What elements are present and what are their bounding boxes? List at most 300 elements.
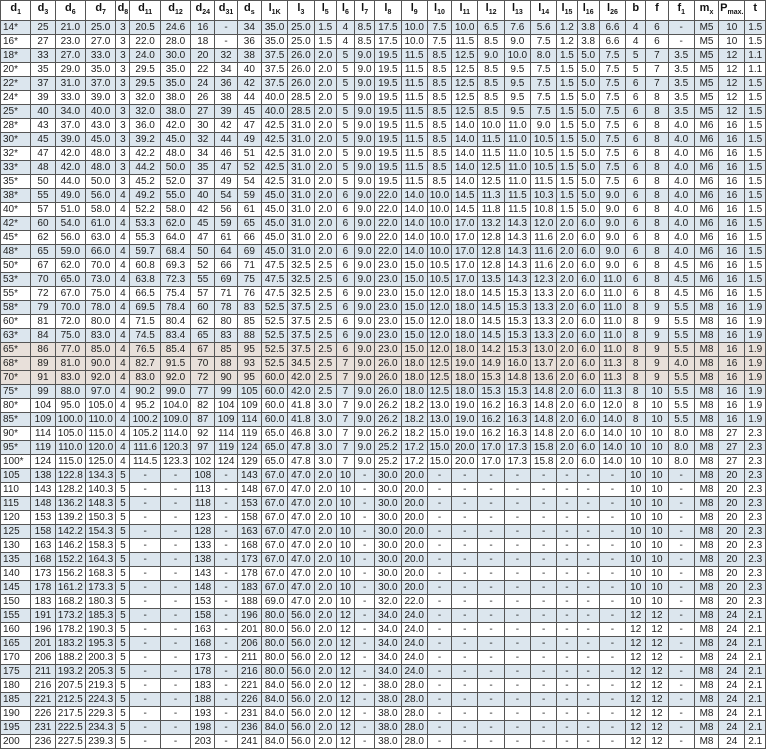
table-cell: 9.0 bbox=[504, 35, 530, 49]
table-cell: 65 bbox=[237, 217, 261, 231]
table-cell: - bbox=[452, 651, 478, 665]
table-cell: 4 bbox=[116, 399, 130, 413]
table-cell: 10 bbox=[646, 595, 668, 609]
column-header bbox=[531, 1, 557, 21]
table-cell: 48.0 bbox=[85, 161, 115, 175]
table-cell: 2.0 bbox=[314, 651, 336, 665]
table-cell: 12.5 bbox=[452, 49, 478, 63]
table-cell: 71.5 bbox=[130, 315, 160, 329]
table-cell: 5 bbox=[116, 707, 130, 721]
table-cell: - bbox=[531, 623, 557, 637]
table-cell: 65.0 bbox=[261, 455, 287, 469]
table-cell: 20 bbox=[719, 595, 745, 609]
table-cell: 2.3 bbox=[745, 455, 766, 469]
table-cell: 2.0 bbox=[314, 161, 336, 175]
table-cell: 30.0 bbox=[375, 539, 401, 553]
table-cell: 11.0 bbox=[504, 175, 530, 189]
table-cell: 75 bbox=[237, 273, 261, 287]
table-cell: 83.0 bbox=[55, 371, 85, 385]
table-cell: 3 bbox=[116, 147, 130, 161]
table-cell: 15.0 bbox=[401, 329, 427, 343]
table-cell: 29.5 bbox=[130, 77, 160, 91]
table-cell: 56.0 bbox=[288, 693, 314, 707]
table-cell: 65.0 bbox=[261, 427, 287, 441]
table-cell: 2.5 bbox=[314, 343, 336, 357]
table-cell: 4 bbox=[116, 343, 130, 357]
table-cell: M8 bbox=[694, 315, 718, 329]
table-cell: 67 bbox=[191, 343, 215, 357]
table-cell: 12 bbox=[646, 623, 668, 637]
row-size-cell: 135 bbox=[1, 553, 31, 567]
table-cell: 17.0 bbox=[452, 231, 478, 245]
table-cell: 10 bbox=[646, 441, 668, 455]
table-cell: 6.0 bbox=[577, 427, 599, 441]
table-cell: 23.0 bbox=[375, 301, 401, 315]
table-cell: 12.5 bbox=[452, 77, 478, 91]
table-cell: 9.0 bbox=[355, 203, 375, 217]
table-cell: - bbox=[160, 469, 190, 483]
table-cell: 22.0 bbox=[375, 245, 401, 259]
table-cell: 34.0 bbox=[375, 609, 401, 623]
header-row bbox=[1, 1, 766, 21]
table-cell: 158.3 bbox=[85, 539, 115, 553]
table-cell: 14.0 bbox=[401, 189, 427, 203]
table-cell: 12 bbox=[336, 707, 354, 721]
table-cell: 9.0 bbox=[355, 49, 375, 63]
table-cell: 2.0 bbox=[314, 147, 336, 161]
table-cell: M6 bbox=[694, 161, 718, 175]
table-cell: 114.5 bbox=[130, 455, 160, 469]
table-cell: 12.8 bbox=[478, 259, 504, 273]
table-cell: 7.5 bbox=[599, 91, 625, 105]
table-row bbox=[1, 385, 766, 399]
column-header-subscript: 8 bbox=[124, 9, 129, 17]
table-cell: - bbox=[531, 609, 557, 623]
table-cell: 16 bbox=[719, 385, 745, 399]
table-cell: 24 bbox=[719, 665, 745, 679]
table-cell: 207.5 bbox=[55, 679, 85, 693]
table-cell: 52.5 bbox=[261, 301, 287, 315]
table-cell: 1.9 bbox=[745, 385, 766, 399]
table-cell: 222.5 bbox=[55, 721, 85, 735]
table-cell: 5 bbox=[336, 175, 354, 189]
table-cell: 25 bbox=[31, 21, 55, 35]
table-row bbox=[1, 329, 766, 343]
table-cell: 16 bbox=[719, 161, 745, 175]
column-header-symbol: l bbox=[321, 2, 325, 14]
table-cell: 1.1 bbox=[745, 49, 766, 63]
table-cell: 15.0 bbox=[401, 287, 427, 301]
table-cell: M8 bbox=[694, 399, 718, 413]
table-cell: 10 bbox=[719, 21, 745, 35]
table-cell: 75.4 bbox=[160, 287, 190, 301]
table-cell: 58.0 bbox=[85, 203, 115, 217]
table-cell: - bbox=[577, 581, 599, 595]
table-cell: 38.0 bbox=[160, 91, 190, 105]
table-cell: 6 bbox=[626, 161, 646, 175]
table-cell: 2.5 bbox=[314, 287, 336, 301]
table-cell: 13.3 bbox=[531, 301, 557, 315]
table-cell: 19.5 bbox=[375, 91, 401, 105]
table-cell: 45 bbox=[191, 217, 215, 231]
table-cell: 11.5 bbox=[504, 189, 530, 203]
table-cell: 18.0 bbox=[452, 287, 478, 301]
table-cell: 1.5 bbox=[557, 189, 577, 203]
table-cell: 2.0 bbox=[314, 665, 336, 679]
table-cell: - bbox=[531, 469, 557, 483]
table-cell: 3 bbox=[116, 161, 130, 175]
table-cell: 148 bbox=[191, 581, 215, 595]
table-cell: 56.0 bbox=[288, 707, 314, 721]
table-cell: 38.0 bbox=[375, 707, 401, 721]
table-cell: - bbox=[160, 581, 190, 595]
table-cell: 4.5 bbox=[668, 287, 694, 301]
table-cell: 52.5 bbox=[261, 357, 287, 371]
table-cell: - bbox=[668, 497, 694, 511]
table-cell: 30.0 bbox=[375, 497, 401, 511]
table-cell: 229.3 bbox=[85, 707, 115, 721]
table-cell: 9.0 bbox=[355, 119, 375, 133]
table-cell: - bbox=[504, 665, 530, 679]
table-cell: 39.0 bbox=[85, 91, 115, 105]
table-cell: - bbox=[504, 721, 530, 735]
table-cell: 1.5 bbox=[745, 259, 766, 273]
table-cell: - bbox=[668, 651, 694, 665]
column-header-symbol: d bbox=[218, 2, 226, 14]
table-cell: 2.1 bbox=[745, 721, 766, 735]
table-cell: - bbox=[427, 483, 451, 497]
table-cell: 1.5 bbox=[557, 105, 577, 119]
table-cell: 5 bbox=[116, 469, 130, 483]
column-header-subscript: 15 bbox=[564, 9, 573, 17]
table-cell: 4.0 bbox=[668, 133, 694, 147]
table-cell: 14.5 bbox=[478, 301, 504, 315]
table-cell: 134.3 bbox=[85, 469, 115, 483]
table-cell: 18.2 bbox=[401, 427, 427, 441]
table-cell: 6 bbox=[626, 287, 646, 301]
row-size-cell: 22* bbox=[1, 77, 31, 91]
table-cell: 9.0 bbox=[599, 245, 625, 259]
table-cell: 8.5 bbox=[427, 175, 451, 189]
table-cell: 7.6 bbox=[504, 21, 530, 35]
table-cell: 70.0 bbox=[85, 259, 115, 273]
table-cell: - bbox=[557, 651, 577, 665]
table-cell: 1.5 bbox=[745, 245, 766, 259]
table-cell: 3 bbox=[116, 175, 130, 189]
table-cell: 25.2 bbox=[375, 441, 401, 455]
row-size-cell: 58* bbox=[1, 301, 31, 315]
table-cell: 2.1 bbox=[745, 735, 766, 749]
table-cell: 5 bbox=[336, 49, 354, 63]
table-cell: 9.0 bbox=[355, 343, 375, 357]
table-cell: 6 bbox=[336, 231, 354, 245]
table-cell: 5 bbox=[116, 609, 130, 623]
table-cell: 2.0 bbox=[557, 371, 577, 385]
table-cell: 55 bbox=[31, 189, 55, 203]
table-cell: 92.0 bbox=[85, 371, 115, 385]
table-cell: 201 bbox=[31, 637, 55, 651]
table-cell: 8 bbox=[646, 273, 668, 287]
table-cell: 1.9 bbox=[745, 329, 766, 343]
column-header-symbol: d bbox=[117, 2, 125, 14]
table-cell: - bbox=[160, 525, 190, 539]
table-cell: 20.0 bbox=[401, 469, 427, 483]
table-cell: 56.0 bbox=[55, 231, 85, 245]
table-cell: 2.0 bbox=[314, 595, 336, 609]
table-cell: 16 bbox=[719, 203, 745, 217]
table-cell: M8 bbox=[694, 651, 718, 665]
table-cell: 24 bbox=[719, 721, 745, 735]
table-cell: 10 bbox=[626, 469, 646, 483]
table-cell: 47.0 bbox=[288, 525, 314, 539]
table-cell: 22.0 bbox=[375, 217, 401, 231]
table-cell: 19.0 bbox=[452, 427, 478, 441]
column-header-symbol: t bbox=[753, 2, 758, 14]
table-cell: 10.5 bbox=[531, 147, 557, 161]
table-cell: 80.0 bbox=[85, 315, 115, 329]
table-cell: 8.0 bbox=[668, 441, 694, 455]
table-row bbox=[1, 441, 766, 455]
table-cell: 3.0 bbox=[314, 441, 336, 455]
table-cell: - bbox=[531, 497, 557, 511]
table-cell: 4 bbox=[116, 329, 130, 343]
table-cell: - bbox=[577, 679, 599, 693]
table-cell: 30 bbox=[191, 119, 215, 133]
table-cell: - bbox=[668, 679, 694, 693]
table-cell: 5 bbox=[116, 623, 130, 637]
table-cell: 37 bbox=[191, 175, 215, 189]
table-cell: - bbox=[355, 721, 375, 735]
table-cell: 47.0 bbox=[288, 469, 314, 483]
table-cell: - bbox=[531, 483, 557, 497]
row-size-cell: 175 bbox=[1, 665, 31, 679]
table-cell: - bbox=[355, 497, 375, 511]
table-cell: 120.0 bbox=[85, 441, 115, 455]
table-cell: M5 bbox=[694, 77, 718, 91]
table-cell: - bbox=[557, 497, 577, 511]
row-size-cell: 90* bbox=[1, 427, 31, 441]
column-header-symbol: l bbox=[538, 2, 542, 14]
table-cell: 15.0 bbox=[401, 273, 427, 287]
table-cell: 14.0 bbox=[452, 161, 478, 175]
table-cell: - bbox=[427, 651, 451, 665]
table-cell: 6.0 bbox=[577, 315, 599, 329]
table-cell: 2.5 bbox=[314, 329, 336, 343]
table-cell: 11.5 bbox=[401, 147, 427, 161]
table-cell: - bbox=[557, 637, 577, 651]
table-cell: 30.0 bbox=[375, 483, 401, 497]
table-cell: 2.0 bbox=[314, 245, 336, 259]
table-cell: 38 bbox=[215, 91, 237, 105]
table-cell: 12 bbox=[626, 665, 646, 679]
table-cell: 7 bbox=[336, 427, 354, 441]
table-cell: - bbox=[668, 707, 694, 721]
table-cell: 37.5 bbox=[261, 49, 287, 63]
table-cell: - bbox=[215, 707, 237, 721]
table-cell: 1.1 bbox=[745, 63, 766, 77]
table-cell: - bbox=[215, 637, 237, 651]
table-cell: 22.0 bbox=[375, 203, 401, 217]
column-header bbox=[577, 1, 599, 21]
table-cell: 40 bbox=[191, 189, 215, 203]
table-cell: 59.7 bbox=[130, 245, 160, 259]
table-cell: 4 bbox=[116, 385, 130, 399]
table-cell: 14.0 bbox=[401, 203, 427, 217]
table-cell: 2.0 bbox=[314, 203, 336, 217]
table-cell: 19.5 bbox=[375, 119, 401, 133]
table-cell: 2.3 bbox=[745, 525, 766, 539]
table-cell: 2.0 bbox=[314, 609, 336, 623]
table-cell: 48.0 bbox=[160, 147, 190, 161]
table-cell: 20.0 bbox=[401, 511, 427, 525]
table-cell: 7.5 bbox=[599, 49, 625, 63]
table-row bbox=[1, 343, 766, 357]
table-cell: 80 bbox=[215, 315, 237, 329]
table-cell: 49 bbox=[237, 133, 261, 147]
table-cell: - bbox=[668, 693, 694, 707]
table-cell: 5.5 bbox=[668, 385, 694, 399]
table-cell: 109 bbox=[215, 413, 237, 427]
table-cell: M8 bbox=[694, 385, 718, 399]
table-row bbox=[1, 693, 766, 707]
table-cell: 16 bbox=[719, 119, 745, 133]
table-cell: 2.3 bbox=[745, 511, 766, 525]
table-cell: 47 bbox=[191, 231, 215, 245]
table-cell: 12 bbox=[336, 693, 354, 707]
table-cell: - bbox=[130, 609, 160, 623]
table-cell: 16 bbox=[719, 231, 745, 245]
table-cell: M8 bbox=[694, 567, 718, 581]
table-cell: 129 bbox=[237, 455, 261, 469]
table-cell: M8 bbox=[694, 637, 718, 651]
table-cell: 200.3 bbox=[85, 651, 115, 665]
table-cell: - bbox=[355, 679, 375, 693]
table-cell: 47.0 bbox=[288, 567, 314, 581]
table-cell: 2.0 bbox=[314, 63, 336, 77]
table-cell: 52.5 bbox=[261, 343, 287, 357]
table-cell: - bbox=[452, 511, 478, 525]
table-cell: 188 bbox=[237, 595, 261, 609]
table-cell: - bbox=[599, 693, 625, 707]
table-cell: 8.5 bbox=[427, 161, 451, 175]
table-cell: 236 bbox=[31, 735, 55, 749]
table-cell: 1.5 bbox=[745, 231, 766, 245]
table-cell: - bbox=[355, 623, 375, 637]
table-cell: 44 bbox=[215, 133, 237, 147]
table-cell: 25.0 bbox=[85, 21, 115, 35]
table-cell: 35.0 bbox=[85, 63, 115, 77]
table-cell: 9 bbox=[646, 315, 668, 329]
table-cell: 90.2 bbox=[130, 385, 160, 399]
table-cell: - bbox=[668, 539, 694, 553]
table-row bbox=[1, 567, 766, 581]
table-cell: 10 bbox=[646, 483, 668, 497]
table-cell: 231 bbox=[237, 707, 261, 721]
table-cell: 10 bbox=[336, 525, 354, 539]
table-cell: 83.4 bbox=[160, 329, 190, 343]
table-cell: - bbox=[427, 497, 451, 511]
column-header-subscript: 8 bbox=[387, 9, 392, 17]
table-cell: - bbox=[160, 609, 190, 623]
column-header bbox=[375, 1, 401, 21]
table-cell: - bbox=[355, 595, 375, 609]
table-cell: 19.0 bbox=[452, 357, 478, 371]
table-cell: 9 bbox=[646, 329, 668, 343]
table-cell: 66.5 bbox=[130, 287, 160, 301]
table-cell: 31.0 bbox=[288, 231, 314, 245]
table-cell: 10 bbox=[646, 553, 668, 567]
table-cell: - bbox=[355, 525, 375, 539]
table-cell: - bbox=[577, 609, 599, 623]
table-cell: - bbox=[427, 665, 451, 679]
table-cell: 79 bbox=[31, 301, 55, 315]
table-cell: 35.0 bbox=[160, 63, 190, 77]
table-cell: 25.0 bbox=[288, 35, 314, 49]
table-cell: 20.0 bbox=[401, 581, 427, 595]
table-cell: 60.0 bbox=[261, 385, 287, 399]
table-cell: 31.0 bbox=[288, 119, 314, 133]
table-cell: 9.0 bbox=[355, 329, 375, 343]
table-cell: 54.0 bbox=[55, 217, 85, 231]
table-cell: 30.0 bbox=[375, 469, 401, 483]
table-cell: - bbox=[577, 735, 599, 749]
table-cell: - bbox=[557, 469, 577, 483]
table-cell: 6.0 bbox=[577, 273, 599, 287]
table-cell: 95 bbox=[237, 371, 261, 385]
table-cell: 18.0 bbox=[401, 371, 427, 385]
table-cell: 26.0 bbox=[375, 385, 401, 399]
table-cell: - bbox=[130, 693, 160, 707]
table-cell: 2.0 bbox=[314, 483, 336, 497]
table-cell: 10.0 bbox=[427, 189, 451, 203]
table-cell: - bbox=[557, 483, 577, 497]
table-cell: 13.0 bbox=[427, 399, 451, 413]
table-cell: 34.0 bbox=[375, 637, 401, 651]
table-row bbox=[1, 679, 766, 693]
table-cell: 16 bbox=[719, 189, 745, 203]
table-cell: 221 bbox=[237, 679, 261, 693]
table-cell: 2.0 bbox=[314, 175, 336, 189]
table-cell: 7.5 bbox=[427, 35, 451, 49]
table-cell: - bbox=[427, 525, 451, 539]
table-cell: 71 bbox=[237, 259, 261, 273]
table-cell: 2.3 bbox=[745, 553, 766, 567]
column-header-subscript: 6 bbox=[71, 9, 76, 17]
table-cell: - bbox=[557, 735, 577, 749]
table-cell: 31.0 bbox=[288, 217, 314, 231]
table-cell: 22.0 bbox=[375, 231, 401, 245]
table-cell: 15.0 bbox=[427, 441, 451, 455]
column-header-symbol: l bbox=[459, 2, 463, 14]
table-cell: 89 bbox=[31, 357, 55, 371]
table-cell: 2.5 bbox=[314, 301, 336, 315]
table-cell: 10.0 bbox=[427, 203, 451, 217]
table-cell: 36 bbox=[237, 35, 261, 49]
table-cell: 46 bbox=[215, 147, 237, 161]
table-cell: 36 bbox=[215, 77, 237, 91]
table-cell: 1.5 bbox=[314, 21, 336, 35]
table-cell: 118 bbox=[191, 497, 215, 511]
table-cell: 4.0 bbox=[668, 245, 694, 259]
table-cell: 45.0 bbox=[261, 231, 287, 245]
table-cell: - bbox=[427, 637, 451, 651]
table-cell: 183 bbox=[31, 595, 55, 609]
table-cell: 148.3 bbox=[85, 497, 115, 511]
table-cell: 24.0 bbox=[401, 651, 427, 665]
table-cell: M8 bbox=[694, 483, 718, 497]
table-cell: - bbox=[557, 595, 577, 609]
row-size-cell: 80* bbox=[1, 399, 31, 413]
